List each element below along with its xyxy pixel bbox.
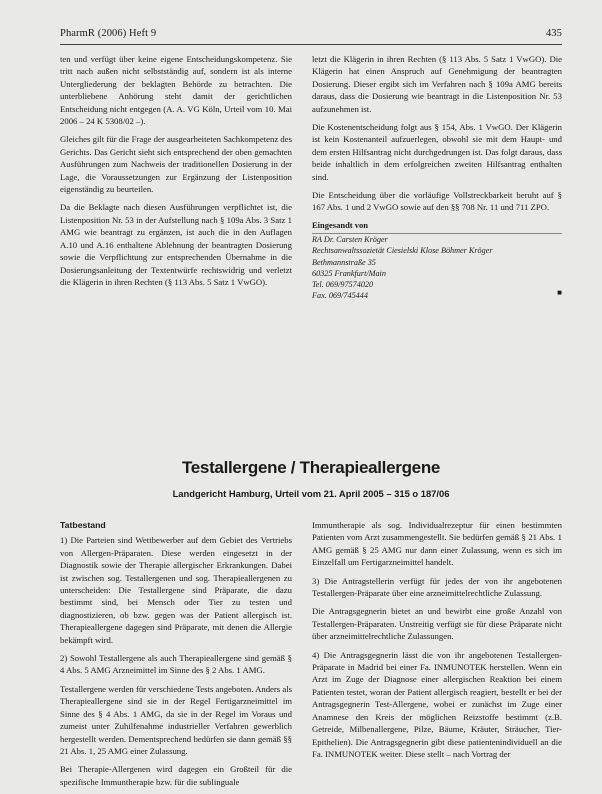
paragraph: 3) Die Antragstellerin verfügt für jedes der von ihr angebotenen Testallergen-Präparate über eine arzneimittelrechtliche Zulassung. xyxy=(312,575,562,599)
article-title: Testallergene / Therapieallergene xyxy=(181,458,441,477)
paragraph: Da die Beklagte nach diesen Ausführungen verpflichtet ist, die Listenposition Nr. 53 in der Aufstellung nach § 109a Abs. 3 Satz 1 AMG wie beantragt zu ergänzen, ist auch die in den Auflagen A.10 und A.16 enthaltene Ablehnung der beantragten Dosierung sowie die Verpflichtung zur entsprechenden Übernahme in die Dosierungsanleitung der Textentwürfe rechtswidrig und verletzt die Klägerin in ihren Rechten (§ 113 Abs. 5 Satz 1 VwGO). xyxy=(60,202,292,287)
signature-line: Fax. 069/745444 xyxy=(312,291,368,301)
section-heading: Tatbestand xyxy=(60,520,106,530)
signature-line: Tel. 069/97574020 xyxy=(312,280,374,290)
paragraph: 2) Sowohl Testallergene als auch Therapieallergene sind gemäß § 4 Abs. 5 AMG Arzneimittel im Sinne des § 2 Abs. 1 AMG. xyxy=(60,653,292,676)
paragraph: 4) Die Antragsgegnerin lässt die von ihr angebotenen Testallergen-Präparate in Madrid bei einer Fa. INMUNOTEK herstellen. Wenn ein Arzt im Zuge der Diagnose einer allergischen Reaktion bei einem Patienten testet, woran der Patient allergisch reagiert, bestellt er bei der Antragsgegnerin Test-Allergene, wobei er zunächst im Zuge einer Anamnese den Kreis der möglichen Reizstoffe bestimmt (z.B. Getreide, Milbenallergene, Pilze, Bäume, Kräuter, Sträucher, Tier-Epithelien). Die Antragsgegnerin gibt diese patientenindividuell an die Fa. INMUNOTEK weiter. Diese stellt – nach Vortrag der xyxy=(312,649,562,759)
end-mark: ■ xyxy=(557,288,562,298)
journal-header: PharmR (2006) Heft 9 xyxy=(60,28,157,39)
header-rule xyxy=(60,44,562,45)
signature-line: Bethmannstraße 35 xyxy=(312,257,376,267)
paragraph: 1) Die Parteien sind Wettbewerber auf dem Gebiet des Vertriebs von Allergen-Präparaten. Diese werden eingesetzt in der Diagnostik sowie der Therapie allergischer Erkrankungen. Dabei ist zwischen sog. Testallergenen und sog. Therapieallergenen zu unterscheiden: Die Testallergene sind Präparate, die dazu bestimmt sind, bei Mensch oder Tier zu testen und diagnostizieren, ob bzw. gegen was der Patient allergisch ist. Therapieallergene dagegen sind Präparate, mit denen die Allergie bekämpft wird. xyxy=(60,535,292,645)
signature-line: Rechtsanwaltssozietät Ciesielski Klose Böhmer Kröger xyxy=(312,246,493,256)
signature-block xyxy=(312,220,562,302)
column-right-top xyxy=(312,53,562,302)
column-right-bottom xyxy=(312,519,562,766)
paragraph: Die Kostenentscheidung folgt aus § 154, Abs. 1 VwGO. Der Klägerin ist kein Kostenanteil aufzuerlegen, obwohl sie mit dem Haupt- und dem ersten Hilfsantrag nicht durchgedrungen ist. Das folgt daraus, dass beide inhaltlich in dem erfolgreichen zweiten Hilfsantrag enthalten sind. xyxy=(312,122,562,182)
paragraph: Testallergene werden für verschiedene Tests angeboten. Anders als Therapieallergene sind sie in der Regel Fertigarzneimittel im Sinne des § 4 Abs. 1 AMG, da sie in der Regel im Voraus und zumeist unter Zuhilfenahme industrieller Verfahren gewerblich hergestellt werden. Dementsprechend bedürfen sie dann gemäß §§ 21 Abs. 1, 25 AMG einer Zulassung. xyxy=(60,683,292,756)
column-left-bottom xyxy=(60,519,292,794)
paragraph: ten und verfügt über keine eigene Entscheidungskompetenz. Sie tritt nach außen nicht selbstständig auf, sondern ist als interne Untergliederung der beklagten Behörde zu betrachten. Die unterbliebene Anhörung steht damit der gerichtlichen Entscheidung nicht entgegen (A. A. VG Köln, Urteil vom 10. Mai 2006 – 24 K 5308/02 –). xyxy=(60,54,292,127)
signature-line: 60325 Frankfurt/Main xyxy=(312,268,386,278)
paragraph: Die Entscheidung über die vorläufige Vollstreckbarkeit beruht auf § 167 Abs. 1 und 2 VwGO sowie auf den §§ 708 Nr. 11 und 711 ZPO. xyxy=(312,190,562,213)
page-number: 435 xyxy=(545,28,562,39)
signature-line: RA Dr. Carsten Kröger xyxy=(312,235,388,245)
column-left-top xyxy=(60,53,292,294)
paragraph: Gleiches gilt für die Frage der ausgearbeiteten Sachkompetenz des Gerichts. Das Gericht sieht sich entsprechend der oben gemachten Ausführungen zum Nachweis der traditionellen Dosierung in der Lage, die Voraussetzungen zur Ergänzung der Listenposition eigenständig zu beurteilen. xyxy=(60,134,292,195)
paragraph: letzt die Klägerin in ihren Rechten (§ 113 Abs. 5 Satz 1 VwGO). Die Klägerin hat einen Anspruch auf Genehmigung der beantragten Dosierung. Dieser ergibt sich im Verfahren nach § 109a AMG bereits daraus, dass die Dosierung wie beantragt in die Listenposition Nr. 53 aufzunehmen ist. xyxy=(312,54,562,114)
article-subtitle: Landgericht Hamburg, Urteil vom 21. April 2005 – 315 o 187/06 xyxy=(172,488,450,499)
paragraph: Bei Therapie-Allergenen wird dagegen ein Großteil für die spezifische Immuntherapie bzw. für die sublinguale xyxy=(60,764,292,787)
signature-label: Eingesandt von xyxy=(312,219,368,230)
paragraph: Immuntherapie als sog. Individualrezeptur für einen bestimmten Patienten vom Arzt zusammengestellt. Sie bedürfen gemäß § 21 Abs. 1 AMG gemäß § 25 AMG nur dann einer Zulassung, wenn es sich im Einzelfall um Fertigarzneimittel handelt. xyxy=(312,520,562,568)
article-title-block xyxy=(60,458,562,499)
paragraph: Die Antragsgegnerin bietet an und bewirbt eine große Anzahl von Testallergen-Präparaten. Unstreitig verfügt sie für diese Präparate nicht über arzneimittelrechtliche Zulassungen. xyxy=(312,606,562,642)
